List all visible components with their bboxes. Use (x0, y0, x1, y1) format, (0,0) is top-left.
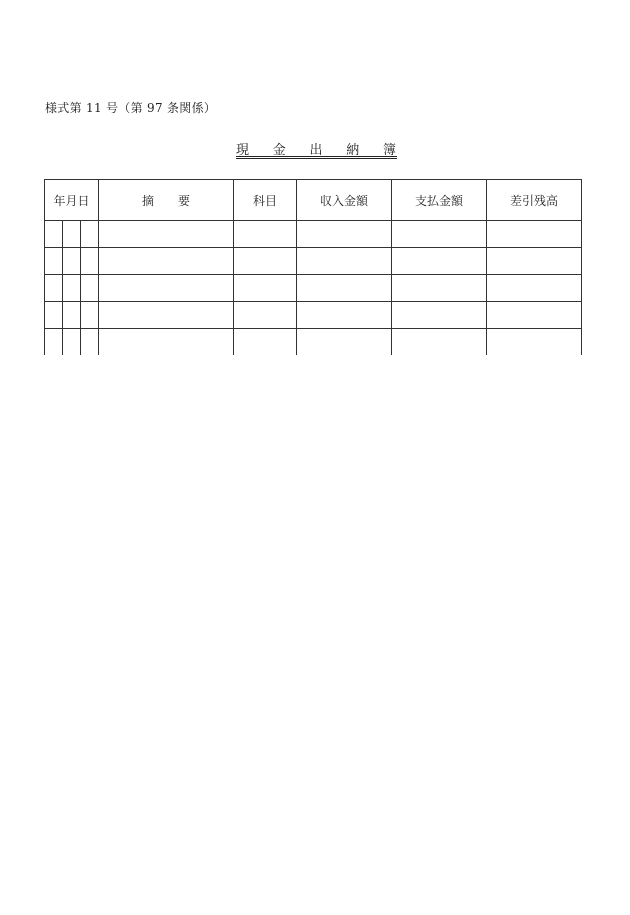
cell-year[interactable] (45, 248, 63, 275)
cell-description[interactable] (99, 329, 234, 356)
header-description: 摘 要 (99, 180, 234, 221)
title-double-underline-top (236, 156, 397, 157)
cell-month[interactable] (63, 221, 81, 248)
cell-month[interactable] (63, 329, 81, 356)
cell-income[interactable] (297, 302, 392, 329)
cell-income[interactable] (297, 248, 392, 275)
table-row (45, 275, 582, 302)
header-expense: 支払金額 (392, 180, 487, 221)
cell-month[interactable] (63, 275, 81, 302)
cell-year[interactable] (45, 329, 63, 356)
title-char: 金 (272, 142, 286, 158)
cell-subject[interactable] (234, 275, 297, 302)
cell-balance[interactable] (487, 329, 582, 356)
cell-subject[interactable] (234, 248, 297, 275)
cell-day[interactable] (81, 302, 99, 329)
cell-income[interactable] (297, 329, 392, 356)
cell-day[interactable] (81, 275, 99, 302)
cell-month[interactable] (63, 302, 81, 329)
cell-day[interactable] (81, 248, 99, 275)
cell-expense[interactable] (392, 329, 487, 356)
title-char: 納 (346, 142, 360, 158)
cell-subject[interactable] (234, 221, 297, 248)
title-char: 簿 (382, 142, 396, 158)
title-double-underline-bottom (236, 158, 397, 159)
cell-description[interactable] (99, 275, 234, 302)
table-row (45, 302, 582, 329)
header-subject: 科目 (234, 180, 297, 221)
cell-balance[interactable] (487, 221, 582, 248)
cell-subject[interactable] (234, 302, 297, 329)
table-row (45, 221, 582, 248)
cell-year[interactable] (45, 275, 63, 302)
cell-day[interactable] (81, 221, 99, 248)
table-row (45, 248, 582, 275)
cell-day[interactable] (81, 329, 99, 356)
cell-description[interactable] (99, 248, 234, 275)
title-char: 出 (309, 142, 323, 158)
cell-description[interactable] (99, 302, 234, 329)
title-char: 現 (236, 142, 250, 158)
cell-balance[interactable] (487, 248, 582, 275)
cell-year[interactable] (45, 221, 63, 248)
cell-expense[interactable] (392, 221, 487, 248)
header-income: 収入金額 (297, 180, 392, 221)
header-balance: 差引残高 (487, 180, 582, 221)
cell-month[interactable] (63, 248, 81, 275)
cell-expense[interactable] (392, 248, 487, 275)
cell-income[interactable] (297, 221, 392, 248)
cell-subject[interactable] (234, 329, 297, 356)
cell-balance[interactable] (487, 275, 582, 302)
cell-expense[interactable] (392, 275, 487, 302)
cell-expense[interactable] (392, 302, 487, 329)
cell-description[interactable] (99, 221, 234, 248)
cell-income[interactable] (297, 275, 392, 302)
cell-year[interactable] (45, 302, 63, 329)
header-date: 年月日 (45, 180, 99, 221)
table-header-row (45, 180, 582, 221)
cash-ledger-table (44, 179, 582, 355)
form-number-label: 様式第 11 号（第 97 条関係） (45, 101, 217, 115)
table-row (45, 329, 582, 356)
cell-balance[interactable] (487, 302, 582, 329)
